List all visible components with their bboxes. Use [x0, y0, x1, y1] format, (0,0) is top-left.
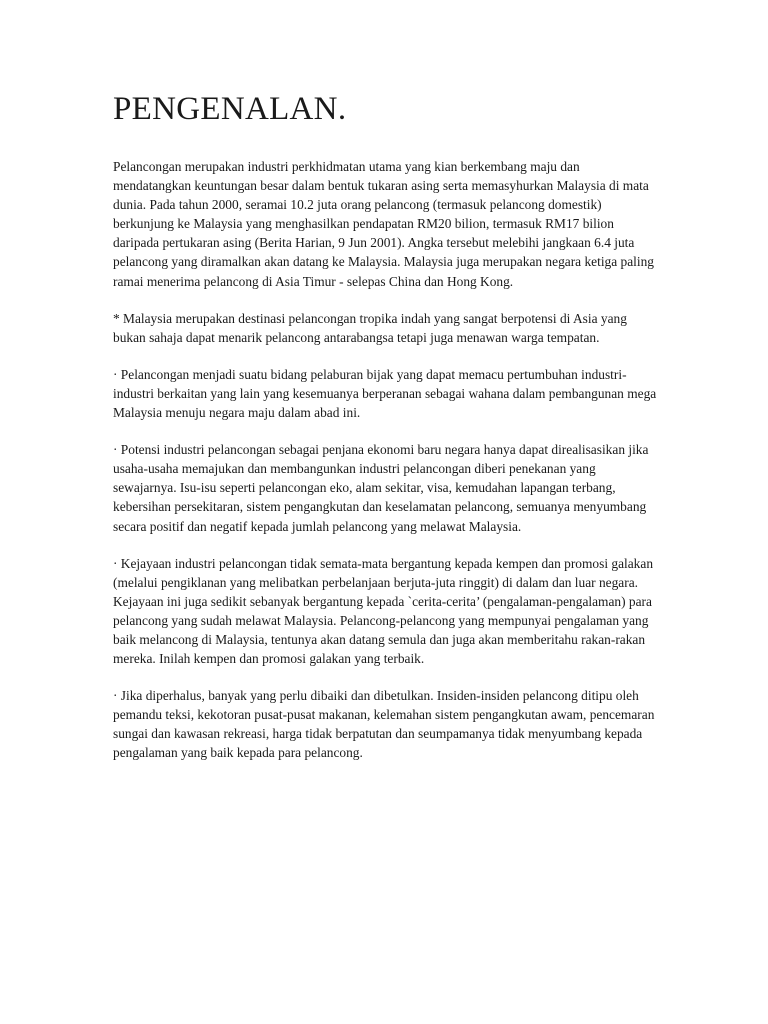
paragraph-intro: Pelancongan merupakan industri perkhidmatan utama yang kian berkembang maju dan mendatangkan keuntungan besar dalam bentuk tukaran asing serta memasyhurkan Malaysia di mata dunia. Pada tahun 2000, seramai 10.2 juta orang pelancong (termasuk pelancong domestik) berkunjung ke Malaysia yang menghasilkan pendapatan RM20 bilion, termasuk RM17 bilion daripada pertukaran asing (Berita Harian, 9 Jun 2001). Angka tersebut melebihi jangkaan 6.4 juta pelancong yang diramalkan akan datang ke Malaysia. Malaysia juga merupakan negara ketiga paling ramai menerima pelancong di Asia Timur - selepas China dan Hong Kong.: [113, 159, 654, 289]
paragraph-investment: · Pelancongan menjadi suatu bidang pelaburan bijak yang dapat memacu pertumbuhan industri-industri berkaitan yang lain yang kesemuanya berperanan sebagai wahana dalam pembangunan mega Malaysia menuju negara maju dalam abad ini.: [113, 366, 657, 421]
paragraph-tropical-destination: * Malaysia merupakan destinasi pelancongan tropika indah yang sangat berpotensi di Asia yang bukan sahaja dapat menarik pelancong antarabangsa tetapi juga menawan warga tempatan.: [113, 310, 627, 345]
document-page: [113, 86, 658, 781]
paragraph-success-factors: · Kejayaan industri pelancongan tidak semata-mata bergantung kepada kempen dan promosi galakan (melalui pengiklanan yang melibatkan perbelanjaan berjuta-juta ringgit) di dalam dan luar negara. Kejayaan ini juga sedikit sebanyak bergantung kepada `cerita-cerita’ (pengalaman-pengalaman) para pelancong yang sudah melawat Malaysia. Pelancong-pelancong yang mempunyai pengalaman yang baik melancong di Malaysia, tentunya akan datang semula dan juga akan memberitahu rakan-rakan mereka. Inilah kempen dan promosi galakan yang terbaik.: [113, 555, 654, 667]
document-body: [113, 157, 658, 763]
paragraph-improvements: · Jika diperhalus, banyak yang perlu dibaiki dan dibetulkan. Insiden-insiden pelancong ditipu oleh pemandu teksi, kekotoran pusat-pusat makanan, kelemahan sistem pengangkutan awam, pencemaran sungai dan kawasan rekreasi, harga tidak berpatutan dan seumpamanya tidak menyumbang kepada pengalaman yang baik kepada para pelancong.: [113, 688, 655, 761]
paragraph-potential: · Potensi industri pelancongan sebagai penjana ekonomi baru negara hanya dapat direalisasikan jika usaha-usaha memajukan dan membangunkan industri pelancongan diberi penekanan yang sewajarnya. Isu-isu seperti pelancongan eko, alam sekitar, visa, kemudahan lapangan terbang, kebersihan persekitaran, sistem pengangkutan dan keselamatan pelancong, semuanya menyumbang secara positif dan negatif kepada jumlah pelancong yang melawat Malaysia.: [113, 442, 649, 534]
document-title: PENGENALAN.: [113, 91, 347, 127]
